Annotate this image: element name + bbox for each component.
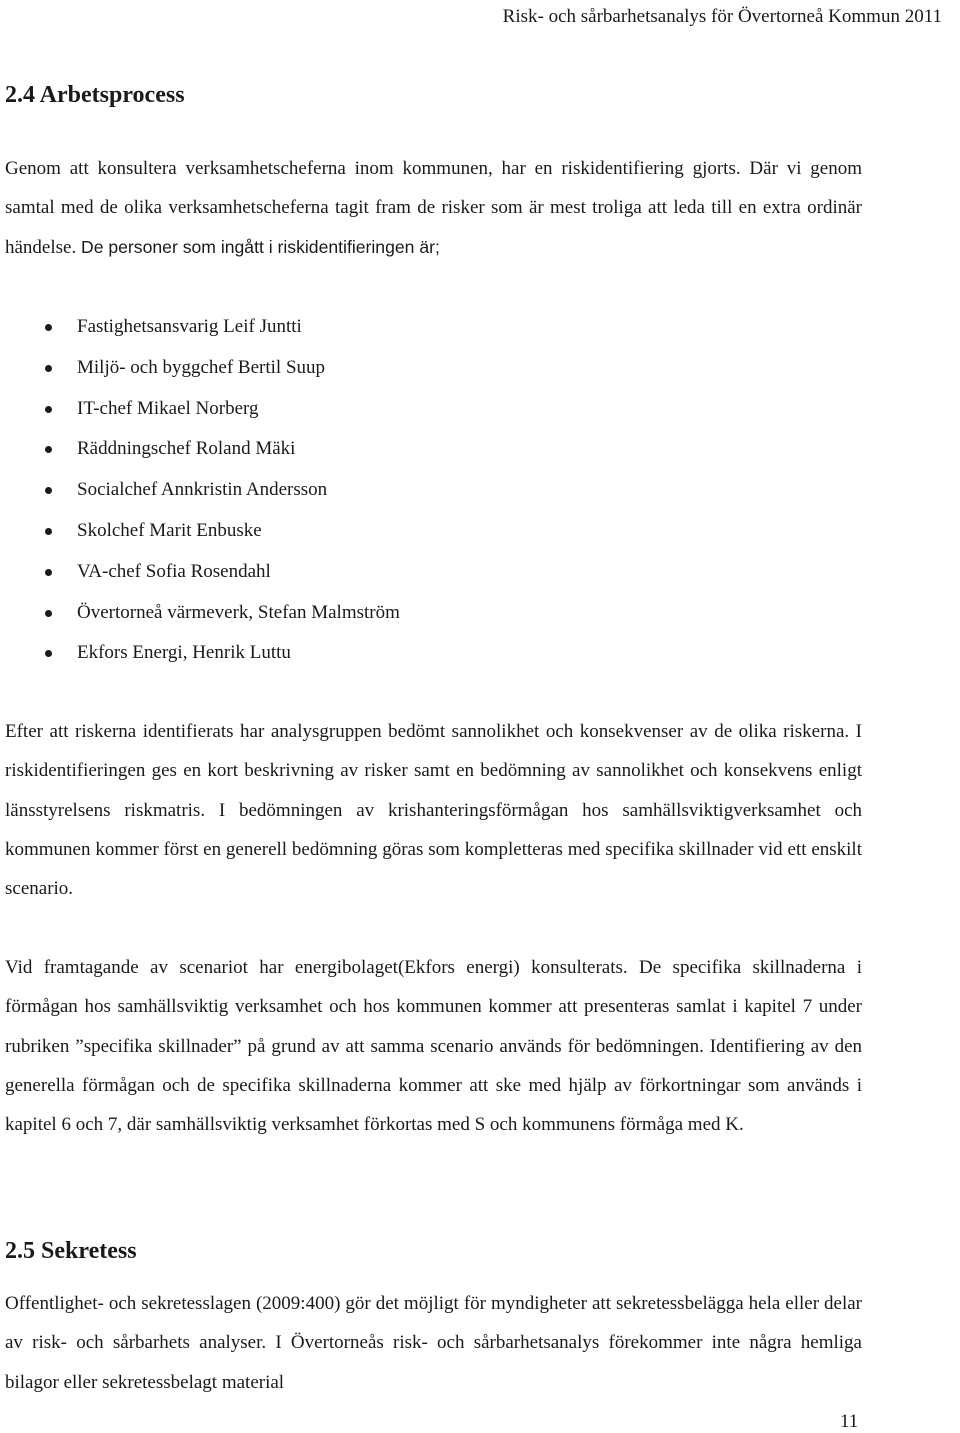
sekretess-paragraph: Offentlighet- och sekretesslagen (2009:400) gör det möjligt för myndigheter att sekretessbelägga hela eller delar av risk- och sårbarhets analyser. I Övertorneås risk- och sårbarhetsanalys förekommer inte några hemliga bilagor eller sekretessbelagt material <box>5 1293 862 1393</box>
section-heading-sekretess: 2.5 Sekretess <box>5 1238 137 1264</box>
list-item <box>5 429 862 470</box>
participant-name: Socialchef Annkristin Andersson <box>77 479 328 501</box>
bullet-icon <box>45 528 52 535</box>
list-item <box>5 511 862 552</box>
sekretess-block <box>5 1284 862 1402</box>
scenario-paragraph: Vid framtagande av scenariot har energibolaget(Ekfors energi) konsulterats. De specifika skillnaderna i förmågan hos samhällsviktig verksamhet och hos kommunen kommer att presenteras samlat i kapitel 7 under rubriken ”specifika skillnader” på grund av att samma scenario används för bedömningen. Identifiering av den generella förmågan och de specifika skillnaderna kommer att ske med hjälp av förkortningar som används i kapitel 6 och 7, där samhällsviktig verksamhet förkortas med S och kommunens förmåga med K. <box>5 957 862 1136</box>
list-item <box>5 633 862 674</box>
bullet-icon <box>45 650 52 657</box>
list-item <box>5 593 862 634</box>
participant-name: IT-chef Mikael Norberg <box>77 397 259 419</box>
intro-text-sans: De personer som ingått i riskidentifieringen är; <box>80 236 440 257</box>
participant-name: Räddningschef Roland Mäki <box>77 438 296 460</box>
list-item <box>5 389 862 430</box>
participant-name: VA-chef Sofia Rosendahl <box>77 560 271 582</box>
section-2-4 <box>5 82 862 109</box>
list-item <box>5 552 862 593</box>
participant-list <box>5 307 862 674</box>
bullet-icon <box>45 324 52 331</box>
section-2-5 <box>5 1238 862 1265</box>
intro-text: Genom att konsultera verksamhetscheferna inom kommunen, har en riskidentifiering gjorts. Där vi genom samtal med de olika verksamhetscheferna tagit fram de risker som är mest troliga att leda till en extra ordinär händelse. <box>5 158 862 258</box>
section-heading-arbetsprocess: 2.4 Arbetsprocess <box>5 82 185 108</box>
bullet-icon <box>45 610 52 617</box>
bullet-icon <box>45 446 52 453</box>
bullet-icon <box>45 365 52 372</box>
intro-paragraph <box>5 149 862 267</box>
participant-name: Miljö- och byggchef Bertil Suup <box>77 356 326 378</box>
bullet-icon <box>45 569 52 576</box>
analysis-paragraph: Efter att riskerna identifierats har analysgruppen bedömt sannolikhet och konsekvenser av de olika riskerna. I riskidentifieringen ges en kort beskrivning av risker samt en bedömning av sannolikhet och konsekvens enligt länsstyrelsens riskmatris. I bedömningen av krishanteringsförmågan hos samhällsviktigverksamhet och kommunen kommer först en generell bedömning göras som kompletteras med specifika skillnader vid ett enskilt scenario. <box>5 721 862 900</box>
list-item <box>5 470 862 511</box>
participant-name: Övertorneå värmeverk, Stefan Malmström <box>77 601 400 623</box>
participant-name: Skolchef Marit Enbuske <box>77 519 262 541</box>
participant-name: Ekfors Energi, Henrik Luttu <box>77 642 291 664</box>
page-number: 11 <box>840 1411 859 1432</box>
intro-block <box>5 149 862 267</box>
scenario-block <box>5 948 862 1144</box>
bullet-icon <box>45 487 52 494</box>
bullet-icon <box>45 406 52 413</box>
list-item <box>5 307 862 348</box>
analysis-block <box>5 712 862 908</box>
participants-block <box>5 307 862 674</box>
list-item <box>5 348 862 389</box>
participant-name: Fastighetsansvarig Leif Juntti <box>77 316 302 337</box>
running-header: Risk- och sårbarhetsanalys för Övertorneå Kommun 2011 <box>502 6 942 27</box>
